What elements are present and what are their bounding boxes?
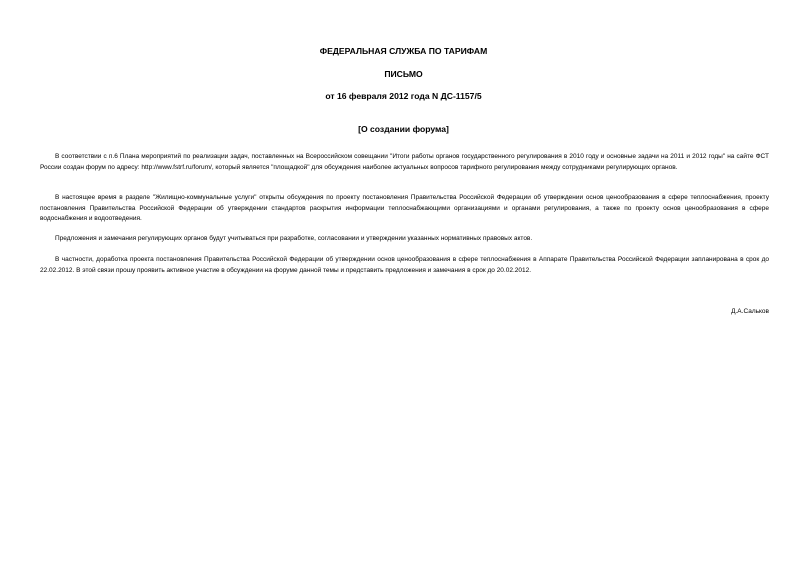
- subject-heading: [О создании форума]: [358, 124, 449, 134]
- paragraph-housing-discussions: В настоящее время в разделе "Жилищно-коммунальные услуги" открыты обсуждения по проекту постановления Правительства Российской Федерации об утверждении основ ценообразования в сфере теплоснабжения, проекту постановления Правительства Российской Федерации об утверждении стандартов раскрытия информации теплоснабжающими организациями и органами регулирования, а также по проекту основ ценообразования в сфере водоснабжения и водоотведения.: [40, 194, 769, 222]
- agency-heading: ФЕДЕРАЛЬНАЯ СЛУЖБА ПО ТАРИФАМ: [319, 46, 488, 56]
- paragraph-proposals: Предложения и замечания регулирующих органов будут учитываться при разработке, согласовании и утверждении указанных нормативных правовых актов.: [55, 235, 533, 242]
- paragraph-forum-creation: В соответствии с п.6 Плана мероприятий по реализации задач, поставленных на Всероссийском совещании "Итоги работы органов государственного регулирования в 2010 году и основные задачи на 2011 и 2012 годы" на сайте ФСТ России создан форум по адресу: http://www.fstrf.ru/forum/, который является "площадкой" для обсуждения наиболее актуальных вопросов тарифного регулирования между сотрудниками регулирующих органов.: [40, 153, 769, 171]
- document-type-heading: ПИСЬМО: [384, 69, 423, 79]
- paragraph-deadline: В частности, доработка проекта постановления Правительства Российской Федерации об утверждении основ ценообразования в сфере теплоснабжения в Аппарате Правительства Российской Федерации запланирована в срок до 22.02.2012. В этой связи прошу проявить активное участие в обсуждении на форуме данной темы и представить предложения и замечания в срок до 20.02.2012.: [40, 256, 769, 274]
- date-number-heading: от 16 февраля 2012 года N ДС-1157/5: [325, 91, 482, 101]
- signature: Д.А.Сальков: [731, 308, 769, 315]
